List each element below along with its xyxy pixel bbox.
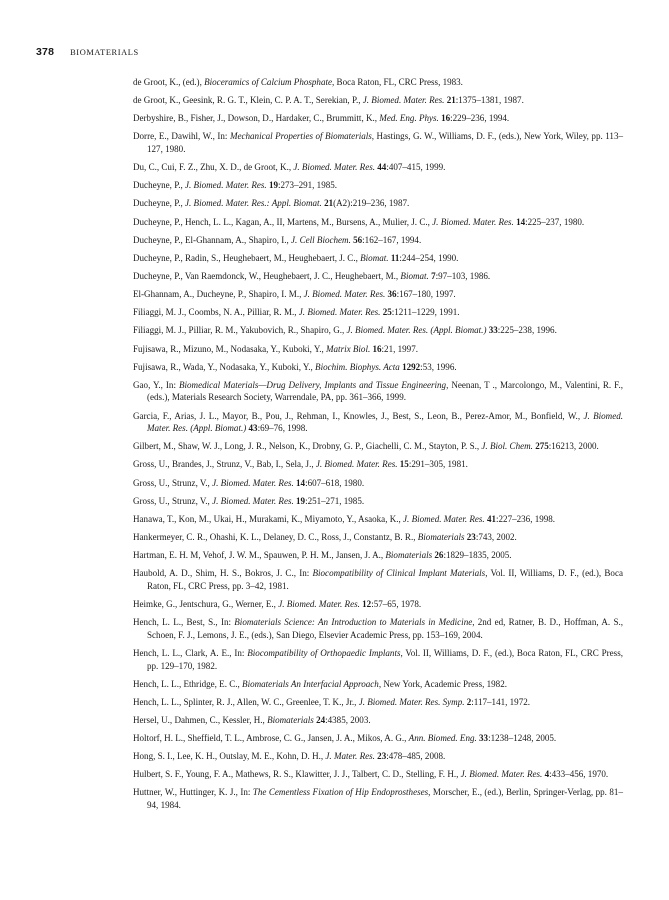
reference-text: Ducheyne, P., [133,198,186,209]
reference-title: Bioceramics of Calcium Phosphate [204,77,333,87]
reference-volume: 14 [516,216,526,227]
reference-text: Hong, S. I., Lee, K. H., Outslay, M. E., Kohn, D. H., [133,751,326,762]
reference-text: Heimke, G., Jentschura, G., Werner, E., [133,599,279,610]
reference-entry [133,270,623,283]
reference-volume: 36 [387,289,397,300]
reference-title: J. Biomed. Mater. Res. [403,513,485,524]
running-head: BIOMATERIALS [70,48,139,57]
reference-text: Du, C., Cui, F. Z., Zhu, X. D., de Groot, K., [133,162,294,173]
reference-text: Ducheyne, P., Radin, S., Heughebaert, M., Heughebaert, J. C., [133,252,361,263]
reference-title: Biomaterials [385,550,433,561]
reference-volume: 11 [390,252,400,263]
reference-text: Gilbert, M., Shaw, W. J., Long, J. R., Nelson, K., Drobny, G. P., Giachelli, C. M., Stayton, P. S., [133,441,482,452]
reference-volume: 33 [488,325,498,336]
reference-title: J. Biomed. Mater. Res. [432,216,514,227]
reference-text: , Hastings, G. W., Williams, D. F., (eds.), New York, Wiley, pp. 113–127, 1980. [147,131,624,155]
reference-text: de Groot, K., Geesink, R. G. T., Klein, C. P. A. T., Serekian, P., [133,95,363,106]
reference-title: J. Biomed. Mater. Res. (Appl. Biomat.) [346,325,487,336]
reference-entry [133,750,623,763]
reference-title: Biocompatibility of Orthopaedic Implants [247,647,401,658]
reference-text: Hulbert, S. F., Young, F. A., Mathews, R. S., Klawitter, J. J., Talbert, C. D., Stelling, F. H., [133,769,461,780]
reference-text: , Neenan, T ., Marcolongo, M., Valentini, R. F., (eds.), Materials Research Society, Warrendale, PA, pp. 361–366, 1999. [147,379,623,403]
reference-title: Biomaterials [417,532,465,543]
reference-volume: 21 [324,198,334,209]
reference-text: Fujisawa, R., Wada, Y., Nodasaka, Y., Kuboki, Y., [133,361,316,372]
reference-volume: 15 [399,459,409,470]
reference-entry [133,549,623,562]
reference-text: , Vol. II, Williams, D. F., (ed.), Boca Raton, FL, CRC Press, pp. 3–42, 1981. [147,568,623,591]
reference-text: :21, 1997. [381,343,418,354]
reference-text: :57–65, 1978. [371,599,422,610]
reference-title: J. Biomed. Mater. Res. [212,495,294,506]
reference-title: J. Biol. Chem. [481,441,533,452]
reference-text: :225–238, 1996. [497,325,557,336]
reference-text: , Boca Raton, FL, CRC Press, 1983. [332,77,463,87]
reference-title: Biomat. [400,271,429,281]
reference-text: Gross, U., Strunz, V., [133,495,213,506]
reference-volume: 16 [441,113,451,124]
reference-volume: 33 [479,733,489,744]
reference-volume: 1292 [402,361,421,372]
reference-entry [133,768,623,781]
reference-text: :167–180, 1997. [396,289,456,300]
reference-volume: 25 [382,307,392,318]
reference-title: J. Biomed. Mater. Res. [212,477,294,488]
reference-title: J. Cell Biochem. [291,234,351,245]
reference-title: J. Biomed. Mater. Res. [185,180,267,191]
reference-volume: 12 [362,599,372,610]
reference-title: J. Biomed. Mater. Res. [293,162,376,173]
reference-volume: 24 [316,714,326,725]
reference-title: Biomedical Materials—Drug Delivery, Implants and Tissue Engineering [178,379,447,390]
reference-text: :407–415, 1999. [386,162,446,173]
reference-text: Filiaggi, M. J., Coombs, N. A., Pilliar, R. M., [133,307,299,318]
reference-text: :1375–1381, 1987. [455,95,524,106]
reference-volume: 2 [466,696,472,707]
reference-text: Ducheyne, P., [133,180,186,191]
reference-title: J. Biomed. Mater. Res. [362,95,445,106]
reference-volume: 21 [446,95,456,106]
reference-volume: 4 [544,769,550,780]
reference-volume: 26 [434,550,444,561]
reference-entry [133,714,623,727]
reference-volume: 19 [268,180,278,191]
reference-entry [133,598,623,611]
reference-volume: 23 [377,751,387,762]
reference-volume: 44 [377,162,387,173]
reference-entry [133,179,623,192]
reference-text: Hench, L. L., Clark, A. E., In: [133,647,248,658]
reference-text: :229–236, 1994. [450,113,510,124]
reference-volume: 275 [535,441,549,452]
reference-entry [133,477,623,490]
reference-text: Fujisawa, R., Mizuno, M., Nodasaka, Y., Kuboki, Y., [133,343,326,354]
reference-text: :433–456, 1970. [549,769,609,780]
reference-entry [133,197,623,210]
reference-text: Garcia, F., Arias, J. L., Mayor, B., Pou, J., Rehman, I., Knowles, J., Best, S., Leon, B., Perez-Amor, M., Bonfield, W., [133,410,584,421]
reference-text: :251–271, 1985. [305,495,365,506]
reference-text: :607–618, 1980. [305,477,365,488]
reference-volume: 7 [431,271,436,281]
reference-title: J. Biomed. Mater. Res. (Appl. Biomat.) [147,410,623,434]
reference-title: The Cementless Fixation of Hip Endoprostheses [252,787,429,798]
reference-title: Ann. Biomed. Eng. [408,733,477,744]
reference-text: :69–76, 1998. [257,423,308,434]
reference-volume: 14 [296,477,306,488]
reference-entry [133,567,623,592]
reference-text: Huttner, W., Huttinger, K. J., In: [133,787,253,798]
reference-text: , New York, Academic Press, 1982. [378,678,507,689]
reference-entry [133,288,623,301]
reference-entry [133,696,623,709]
reference-text: :1829–1835, 2005. [443,550,512,561]
reference-entry [133,379,623,404]
reference-entry [133,94,623,107]
reference-title: Mechanical Properties of Biomaterials [229,131,372,142]
reference-text: Hench, L. L., Best, S., In: [133,617,235,628]
reference-text: Hankermeyer, C. R., Ohashi, K. L., Delaney, D. C., Ross, J., Constantz, B. R., [133,532,418,543]
reference-text: Filiaggi, M. J., Pilliar, R. M., Yakubovich, R., Shapiro, G., [133,325,347,336]
reference-text: Ducheyne, P., El-Ghannam, A., Shapiro, I., [133,234,292,245]
reference-text: :4385, 2003. [325,714,371,725]
reference-text: Dorre, E., Dawihl, W., In: [133,131,230,142]
reference-text: Gao, Y., In: [133,379,179,390]
reference-text: :225–237, 1980. [525,216,585,227]
reference-text: :227–236, 1998. [496,513,556,524]
reference-entry [133,440,623,453]
reference-entry [133,786,623,811]
reference-text: , 2nd ed, Ratner, B. D., Hoffman, A. S., Schoen, F. J., Lemons, J. E., (eds.), San Diego, Elsevier Academic Press, pp. 153–169, 2004. [147,617,623,640]
reference-text: , Morscher, E., (ed.), Berlin, Springer-Verlag, pp. 81–94, 1984. [147,787,623,811]
reference-text: Holtorf, H. L., Sheffield, T. L., Ambrose, C. G., Jansen, J. A., Mikos, A. G., [133,733,409,744]
reference-title: J. Biomed. Mater. Res. Symp. [358,696,465,707]
reference-text: Hanawa, T., Kon, M., Ukai, H., Murakami, K., Miyamoto, Y., Asaoka, K., [133,513,404,524]
page-number: 378 [36,46,55,58]
reference-entry [133,410,623,435]
reference-title: J. Biomed. Mater. Res. [303,289,386,300]
reference-text: , Vol. II, Williams, D. F., (ed.), Boca Raton, FL, CRC Press, pp. 129–170, 1982. [147,647,623,671]
reference-text: El-Ghannam, A., Ducheyne, P., Shapiro, I. M., [133,289,304,300]
reference-entry [133,234,623,247]
reference-entry [133,513,623,526]
reference-text: :273–291, 1985. [277,180,338,191]
reference-title: J. Biomed. Mater. Res. [460,769,543,780]
reference-entry [133,306,623,319]
reference-entry [133,324,623,337]
reference-title: J. Mater. Res. [325,751,375,762]
reference-text: Ducheyne, P., Hench, L. L., Kagan, A., II, Martens, M., Bursens, A., Mulier, J. C., [133,216,433,227]
reference-title: Biochim. Biophys. Acta [315,361,400,372]
reference-text: :1238–1248, 2005. [488,733,557,744]
reference-entry [133,678,623,691]
reference-volume: 43 [248,423,258,434]
reference-text: :162–167, 1994. [362,234,422,245]
reference-text: (A2):219–236, 1987. [333,198,410,209]
reference-text: Haubold, A. D., Shim, H. S., Bokros, J. C., In: [133,568,313,579]
reference-entry [133,732,623,745]
reference-text: Derbyshire, B., Fisher, J., Dowson, D., Hardaker, C., Brummitt, K., [133,113,380,124]
reference-volume: 19 [296,495,306,506]
reference-title: J. Biomed. Mater. Res. [298,307,381,318]
reference-title: Biomat. [360,252,389,263]
reference-entry [133,252,623,265]
reference-title: Biocompatibility of Clinical Implant Materials [312,568,486,579]
reference-entry [133,216,623,229]
reference-text: Hersel, U., Dahmen, C., Kessler, H., [133,714,268,725]
reference-list [133,76,623,817]
reference-entry [133,161,623,174]
reference-volume: 41 [486,513,497,524]
reference-entry [133,458,623,471]
reference-title: Biomaterials Science: An Introduction to Materials in Medicine [234,617,473,628]
reference-title: Matrix Biol. [326,343,371,354]
reference-text: :244–254, 1990. [399,252,459,263]
reference-text: Hartman, E. H. M, Vehof, J. W. M., Spauwen, P. H. M., Jansen, J. A., [133,550,386,561]
reference-text: :743, 2002. [475,532,517,543]
reference-text: Gross, U., Brandes, J., Strunz, V., Bab, I., Sela, J., [133,459,316,470]
reference-entry [133,495,623,508]
reference-entry [133,616,623,641]
reference-text: :478–485, 2008. [386,751,446,762]
reference-text: :1211–1229, 1991. [391,307,460,318]
page-header [36,46,139,58]
reference-text: Ducheyne, P., Van Raemdonck, W., Heughebaert, J. C., Heughebaert, M., [133,271,401,281]
reference-title: Med. Eng. Phys. [379,113,439,124]
reference-title: J. Biomed. Mater. Res.: Appl. Biomat. [185,198,322,209]
reference-text: Gross, U., Strunz, V., [133,477,213,488]
reference-entry [133,647,623,672]
reference-entry [133,361,623,374]
reference-title: J. Biomed. Mater. Res. [278,599,360,610]
reference-title: Biomaterials [267,714,314,725]
reference-entry [133,112,623,125]
reference-text: de Groot, K., (ed.), [133,77,205,87]
reference-title: Biomaterials An Interfacial Approach [242,678,379,689]
reference-text: :53, 1996. [420,361,457,372]
reference-entry [133,130,623,155]
reference-volume: 16 [372,343,382,354]
reference-text: :291–305, 1981. [408,459,468,470]
reference-text: Hench, L. L., Splinter, R. J., Allen, W. C., Greenlee, T. K., Jr., [133,696,359,707]
reference-title: J. Biomed. Mater. Res. [315,459,398,470]
reference-text: Hench, L. L., Ethridge, E. C., [133,678,243,689]
reference-text: :97–103, 1986. [435,271,491,281]
reference-entry [133,531,623,544]
reference-volume: 56 [353,234,363,245]
reference-entry [133,343,623,356]
reference-text: :16213, 2000. [548,441,599,452]
reference-entry [133,76,623,89]
reference-volume: 23 [466,532,476,543]
reference-text: :117–141, 1972. [471,696,531,707]
